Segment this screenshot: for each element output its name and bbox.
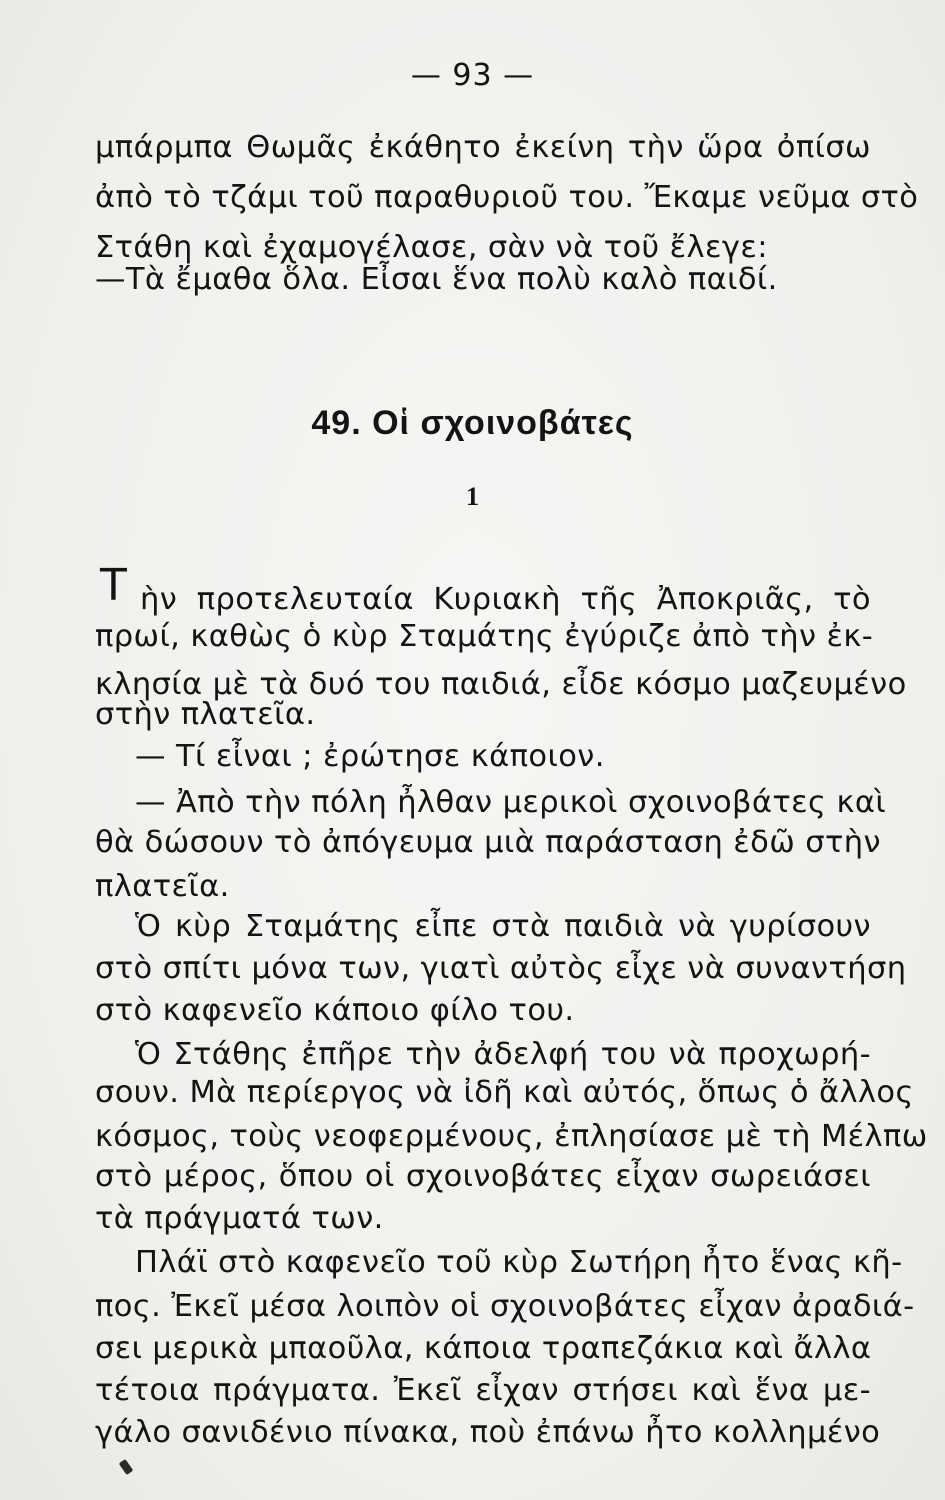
text-line: τέτοια πράγματα. Ἐκεῖ εἶχαν στήσει καὶ ἕνα με- [95,1373,871,1408]
text-line: στὸ μέρος, ὅπου οἱ σχοινοβάτες εἶχαν σωρειάσει [95,1159,871,1194]
dialogue-line: —Τὰ ἔμαθα ὅλα. Εἶσαι ἕνα πολὺ καλὸ παιδί. [95,262,778,297]
text-line: κόσμος, τοὺς νεοφερμένους, ἐπλησίασε μὲ τὴ Μέλπω [95,1119,928,1154]
text-line: κλησία μὲ τὰ δυό του παιδιά, εἶδε κόσμο μαζευμένο [95,667,907,702]
text-line: πος. Ἐκεῖ μέσα λοιπὸν οἱ σχοινοβάτες εἶχαν ἀραδιά- [95,1289,915,1324]
text-line: μπάρμπα Θωμᾶς ἐκάθητο ἐκείνη τὴν ὥρα ὀπίσω [95,130,871,165]
text-line: στὴν πλατεῖα. [95,697,316,732]
text-line: ἀπὸ τὸ τζάμι τοῦ παραθυριοῦ του. Ἔκαμε νεῦμα στὸ [95,180,919,215]
text-line: σουν. Μὰ περίεργος νὰ ἰδῆ καὶ αὐτός, ὅπως ὁ ἄλλος [95,1075,914,1110]
ink-speck [119,1459,134,1475]
text-line: Πλάϊ στὸ καφενεῖο τοῦ κὺρ Σωτήρη ἦτο ἕνας κῆ- [135,1245,903,1280]
dialogue-line: — Τί εἶναι ; ἐρώτησε κάποιον. [135,739,605,774]
text-line: θὰ δώσουν τὸ ἀπόγευμα μιὰ παράσταση ἐδῶ στὴν [95,825,881,860]
page-number: — 93 — [410,58,535,93]
text-line: πρωί, καθὼς ὁ κὺρ Σταμάτης ἐγύριζε ἀπὸ τὴν ἐκ- [95,619,874,654]
text-line: γάλο σανιδένιο πίνακα, ποὺ ἐπάνω ἦτο κολλημένο [95,1415,881,1450]
text-line: πλατεῖα. [95,869,230,904]
text-line: Στάθη καὶ ἐχαμογέλασε, σὰν νὰ τοῦ ἔλεγε: [95,230,768,265]
text-line: σει μερικὰ μπαοῦλα, κάποια τραπεζάκια καὶ ἄλλα [95,1331,872,1366]
text-line: ὴν προτελευταία Κυριακὴ τῆς Ἀποκριᾶς, τὸ [140,582,871,617]
subsection-number: 1 [466,482,479,511]
drop-cap: Τ [100,560,127,611]
text-line: στὸ σπίτι μόνα των, γιατὶ αὐτὸς εἶχε νὰ συναντήση [95,951,907,986]
text-line: τὰ πράγματά των. [95,1201,384,1236]
text-line: στὸ καφενεῖο κάποιο φίλο του. [95,993,575,1028]
dialogue-line: — Ἀπὸ τὴν πόλη ἦλθαν μερικοὶ σχοινοβάτες καὶ [135,785,887,820]
text-line: Ὁ κὺρ Σταμάτης εἶπε στὰ παιδιὰ νὰ γυρίσουν [135,909,871,944]
text-line: Ὁ Στάθης ἐπῆρε τὴν ἀδελφή του νὰ προχωρή- [135,1037,871,1072]
section-title: 49. Οἱ σχοινοβάτες [311,404,634,442]
